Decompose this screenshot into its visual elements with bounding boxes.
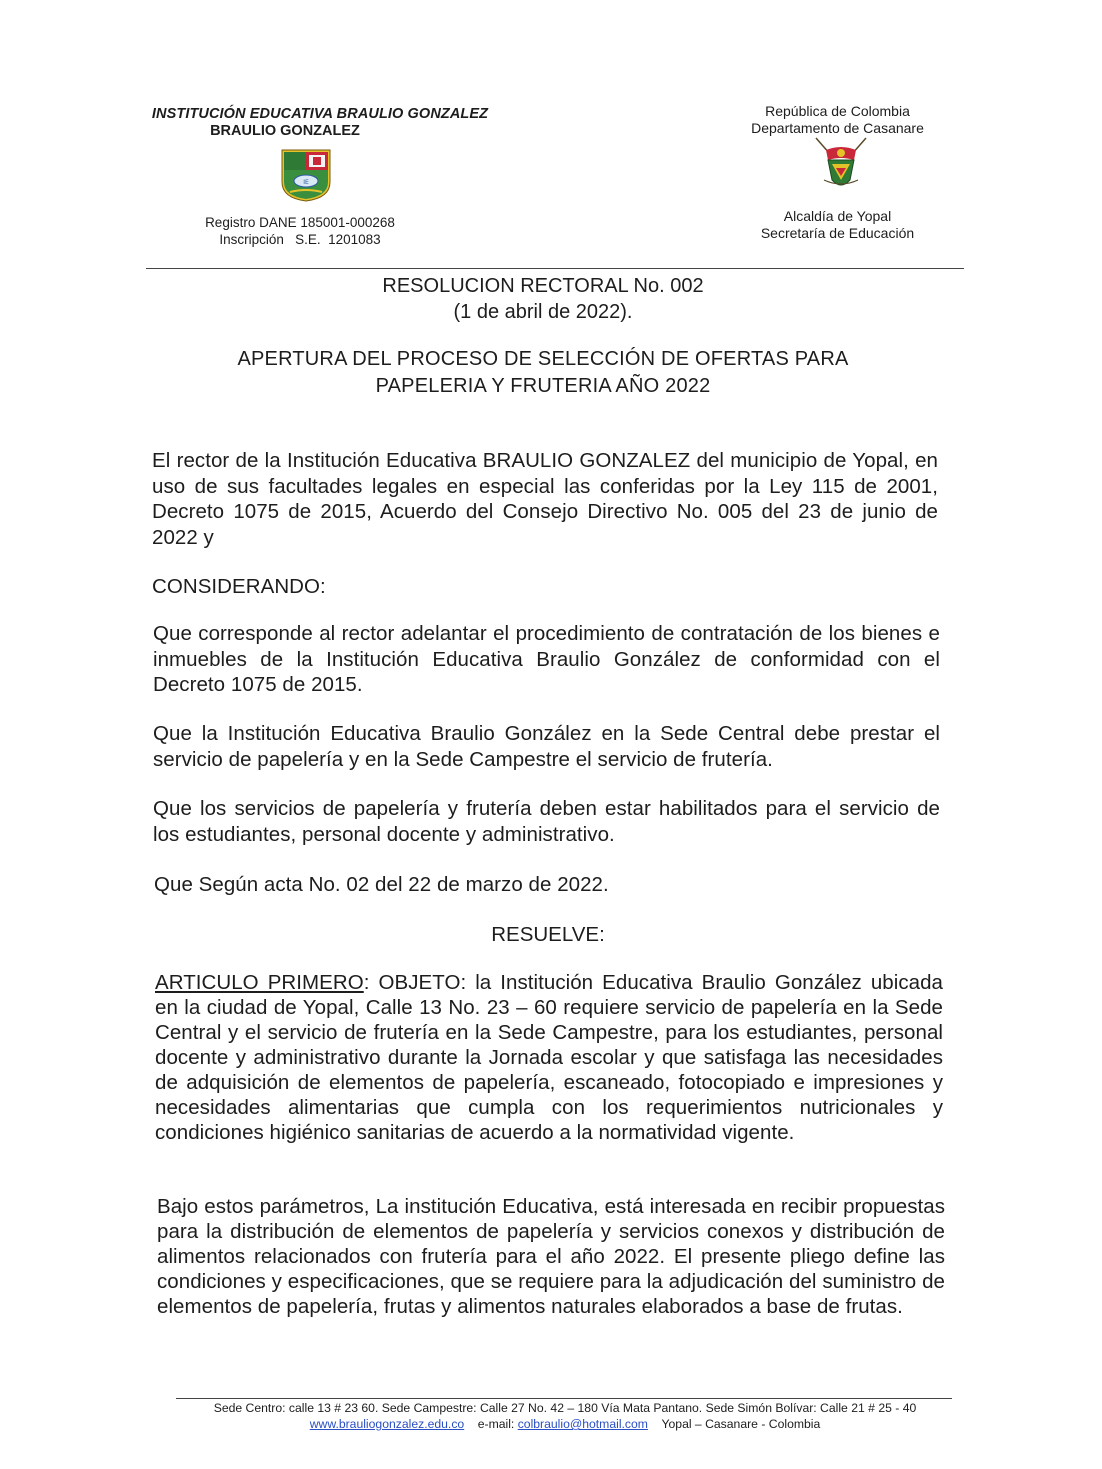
website-link[interactable]: www.brauliogonzalez.edu.co [309, 1417, 465, 1431]
resuelve-heading: RESUELVE: [491, 923, 605, 946]
institution-subname: BRAULIO GONZALEZ [210, 123, 360, 139]
article-1-paragraph [155, 970, 943, 1145]
alcaldia: Alcaldía de Yopal [783, 208, 892, 224]
registration-block [180, 214, 420, 248]
institution-name: INSTITUCIÓN EDUCATIVA BRAULIO GONZALEZ [151, 106, 489, 122]
registro-dane: Registro DANE 185001-000268 [205, 215, 395, 230]
alcaldia-block [735, 208, 940, 242]
institution-crest-icon [280, 148, 332, 202]
resolution-date: (1 de abril de 2022). [453, 301, 633, 323]
considerando-heading: CONSIDERANDO: [152, 575, 326, 598]
resolution-subject [150, 346, 936, 400]
intro-text-b: del municipio de Yopal, en uso de sus facultades legales en especial las conferidas por la Ley 115 de 2001, Decreto 1075 de 2015, Acuerdo del Consejo Directivo No. 005 del 23 de junio de 2022 y [152, 449, 938, 549]
intro-text-a: El rector de la Institución Educativa [152, 449, 483, 472]
footer-location: Yopal – Casanare - Colombia [661, 1417, 821, 1431]
subject-line-2: PAPELERIA Y FRUTERIA AÑO 2022 [375, 375, 711, 397]
article-1-text: : OBJETO: la Institución Educativa Braulio González ubicada en la ciudad de Yopal, Calle 13 No. 23 – 60 requiere servicio de papelería en la Sede Central y el servicio de frutería en la Sede Campestre, para los estudiantes, personal docente y administrativo durante la Jornada escolar y que satisfaga las necesidades de adquisición de elementos de papelería, escaneado, fotocopiado e impresiones y necesidades alimentarias que cumpla con los requerimientos nutricionales y condiciones higiénico sanitarias de acuerdo a la normatividad vigente. [155, 971, 944, 1144]
republica: República de Colombia [765, 103, 910, 119]
email-link[interactable]: colbraulio@hotmail.com [517, 1417, 648, 1431]
departamento: Departamento de Casanare [751, 120, 924, 136]
intro-institution-name: BRAULIO GONZALEZ [482, 449, 691, 472]
footer-addresses: Sede Centro: calle 13 # 23 60. Sede Campestre: Calle 27 No. 42 – 180 Vía Mata Pantano. Sede Simón Bolívar: Calle 21 # 25 - 40 [213, 1401, 917, 1415]
institution-header [140, 106, 500, 139]
email-label: e-mail: [477, 1417, 515, 1431]
considerando-paragraph-3: Que los servicios de papelería y frutería deben estar habilitados para el servicio de los estudiantes, personal docente y administrativo. [153, 797, 940, 846]
article-1-label: ARTICULO PRIMERO [155, 971, 364, 994]
secretaria: Secretaría de Educación [760, 225, 915, 241]
considerando-paragraph-2: Que la Institución Educativa Braulio González en la Sede Central debe prestar el servicio de papelería y en la Sede Campestre el servicio de frutería. [153, 722, 940, 771]
considerando-paragraph-4: Que Según acta No. 02 del 22 de marzo de 2022. [154, 873, 609, 896]
resolution-number: RESOLUCION RECTORAL No. 002 [382, 275, 704, 297]
resolution-title [150, 273, 936, 325]
footer-contacts [150, 1417, 980, 1432]
parameters-paragraph: Bajo estos parámetros, La institución Educativa, está interesada en recibir propuestas para la distribución de elementos de papelería y servicios conexos y distribución de alimentos relacionados con frutería para el año 2022. El presente pliego define las condiciones y especificaciones, que se requiere para la adjudicación del suministro de elementos de papelería, frutas y alimentos naturales elaborados a base de frutas. [157, 1195, 945, 1318]
considerando-paragraph-1: Que corresponde al rector adelantar el procedimiento de contratación de los bienes e inmuebles de la Institución Educativa Braulio González de conformidad con el Decreto 1075 de 2015. [153, 622, 940, 696]
inscripcion: Inscripción S.E. 1201083 [219, 232, 381, 247]
svg-text:IE: IE [303, 179, 309, 186]
header-divider [146, 268, 964, 269]
casanare-coat-of-arms-icon [812, 136, 870, 192]
government-header [735, 103, 940, 137]
footer-divider [176, 1398, 952, 1399]
subject-line-1: APERTURA DEL PROCESO DE SELECCIÓN DE OFERTAS PARA [237, 348, 849, 370]
intro-paragraph [152, 448, 938, 550]
